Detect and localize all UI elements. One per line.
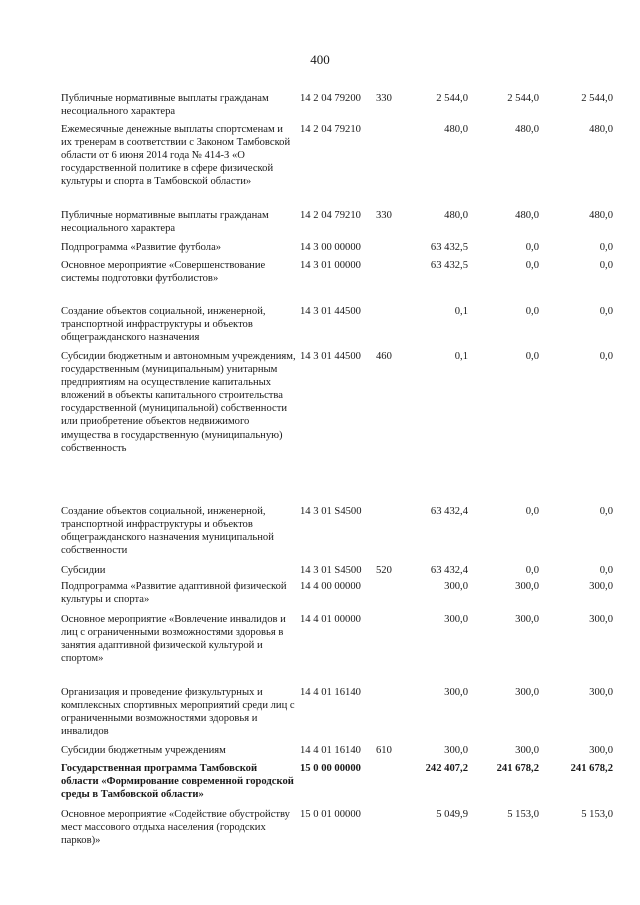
row-name: Основное мероприятие «Совершенствование системы подготовки футболистов» [61,260,266,285]
row-value-year-2: 2 544,0 [507,93,539,104]
row-expense-type: 330 [376,210,392,221]
row-value-year-1: 300,0 [444,581,468,592]
row-value-year-2: 0,0 [525,242,539,253]
row-value-year-3: 300,0 [589,581,613,592]
row-code: 14 4 01 00000 [300,614,361,625]
row-code: 14 2 04 79210 [300,210,361,221]
row-name: Создание объектов социальной, инженерной, транспортной инфраструктуры и объектов общегражданского назначения муниципальной собственности [61,506,274,557]
row-name: Ежемесячные денежные выплаты спортсменам и их тренерам в соответствии с Законом Тамбовской области от 6 июня 2014 года № 414-З «О государственной политике в сфере физической культуры и спорта в Тамбовской области» [61,124,291,188]
row-value-year-1: 480,0 [444,124,468,135]
row-code: 14 4 01 16140 [300,687,361,698]
row-value-year-1: 0,1 [454,306,468,317]
row-code: 15 0 00 00000 [300,763,361,774]
row-value-year-2: 0,0 [525,306,539,317]
row-name: Субсидии [61,565,106,576]
row-name: Публичные нормативные выплаты гражданам несоциального характера [61,210,269,235]
row-value-year-1: 2 544,0 [436,93,468,104]
row-value-year-2: 241 678,2 [496,763,539,774]
row-code: 15 0 01 00000 [300,809,361,820]
row-code: 14 3 01 44500 [300,306,361,317]
row-value-year-1: 63 432,4 [430,565,468,576]
row-value-year-2: 0,0 [525,351,539,362]
page-number: 400 [310,52,330,67]
row-code: 14 4 00 00000 [300,581,361,592]
row-value-year-1: 63 432,4 [430,506,468,517]
row-value-year-3: 480,0 [589,124,613,135]
row-value-year-3: 480,0 [589,210,613,221]
row-value-year-3: 300,0 [589,745,613,756]
row-name: Основное мероприятие «Содействие обустройству мест массового отдыха населения (городских парков)» [61,809,290,847]
row-expense-type: 520 [376,565,392,576]
row-value-year-1: 242 407,2 [425,763,468,774]
row-code: 14 2 04 79200 [300,93,361,104]
row-name: Организация и проведение физкультурных и комплексных спортивных мероприятий среди лиц с ограниченными возможностями здоровья и инвалидов [61,687,295,738]
row-name: Субсидии бюджетным и автономным учреждениям, государственным (муниципальным) унитарным предприятиям на осуществление капитальных вложений в объекты капитального строительства государственной (муниципальной) собственности или приобретение объектов недвижимого имущества в государственную (муниципальную) собственность [61,351,296,454]
row-value-year-2: 0,0 [525,506,539,517]
row-value-year-3: 0,0 [599,306,613,317]
row-value-year-3: 0,0 [599,565,613,576]
row-name: Подпрограмма «Развитие футбола» [61,242,222,253]
row-value-year-1: 0,1 [454,351,468,362]
row-value-year-3: 0,0 [599,242,613,253]
row-code: 14 3 01 44500 [300,351,361,362]
row-value-year-2: 300,0 [515,745,539,756]
row-name: Подпрограмма «Развитие адаптивной физической культуры и спорта» [61,581,287,606]
row-value-year-2: 300,0 [515,687,539,698]
row-value-year-1: 480,0 [444,210,468,221]
row-value-year-2: 5 153,0 [507,809,539,820]
row-value-year-3: 5 153,0 [581,809,613,820]
row-code: 14 3 01 00000 [300,260,361,271]
row-name: Создание объектов социальной, инженерной, транспортной инфраструктуры и объектов общегражданского назначения [61,306,266,344]
row-expense-type: 330 [376,93,392,104]
row-value-year-1: 300,0 [444,614,468,625]
row-value-year-3: 241 678,2 [570,763,613,774]
row-value-year-2: 300,0 [515,614,539,625]
row-value-year-1: 63 432,5 [430,260,468,271]
row-value-year-3: 300,0 [589,687,613,698]
row-code: 14 4 01 16140 [300,745,361,756]
row-expense-type: 610 [376,745,392,756]
row-code: 14 3 01 S4500 [300,565,362,576]
row-value-year-3: 0,0 [599,506,613,517]
row-value-year-3: 0,0 [599,260,613,271]
row-value-year-2: 0,0 [525,260,539,271]
row-value-year-2: 480,0 [515,124,539,135]
row-name: Основное мероприятие «Вовлечение инвалидов и лиц с ограниченными возможностями здоровья в занятия адаптивной физической культурой и спортом» [61,614,286,665]
row-name: Субсидии бюджетным учреждениям [61,745,226,756]
row-value-year-2: 300,0 [515,581,539,592]
row-value-year-1: 300,0 [444,687,468,698]
row-value-year-1: 5 049,9 [436,809,468,820]
row-value-year-2: 0,0 [525,565,539,576]
row-expense-type: 460 [376,351,392,362]
row-value-year-3: 300,0 [589,614,613,625]
row-name: Государственная программа Тамбовской области «Формирование современной городской среды в Тамбовской области» [61,763,294,801]
row-code: 14 3 01 S4500 [300,506,362,517]
row-value-year-1: 63 432,5 [430,242,468,253]
row-value-year-3: 0,0 [599,351,613,362]
row-value-year-3: 2 544,0 [581,93,613,104]
row-value-year-1: 300,0 [444,745,468,756]
row-name: Публичные нормативные выплаты гражданам несоциального характера [61,93,269,118]
row-code: 14 2 04 79210 [300,124,361,135]
row-value-year-2: 480,0 [515,210,539,221]
row-code: 14 3 00 00000 [300,242,361,253]
